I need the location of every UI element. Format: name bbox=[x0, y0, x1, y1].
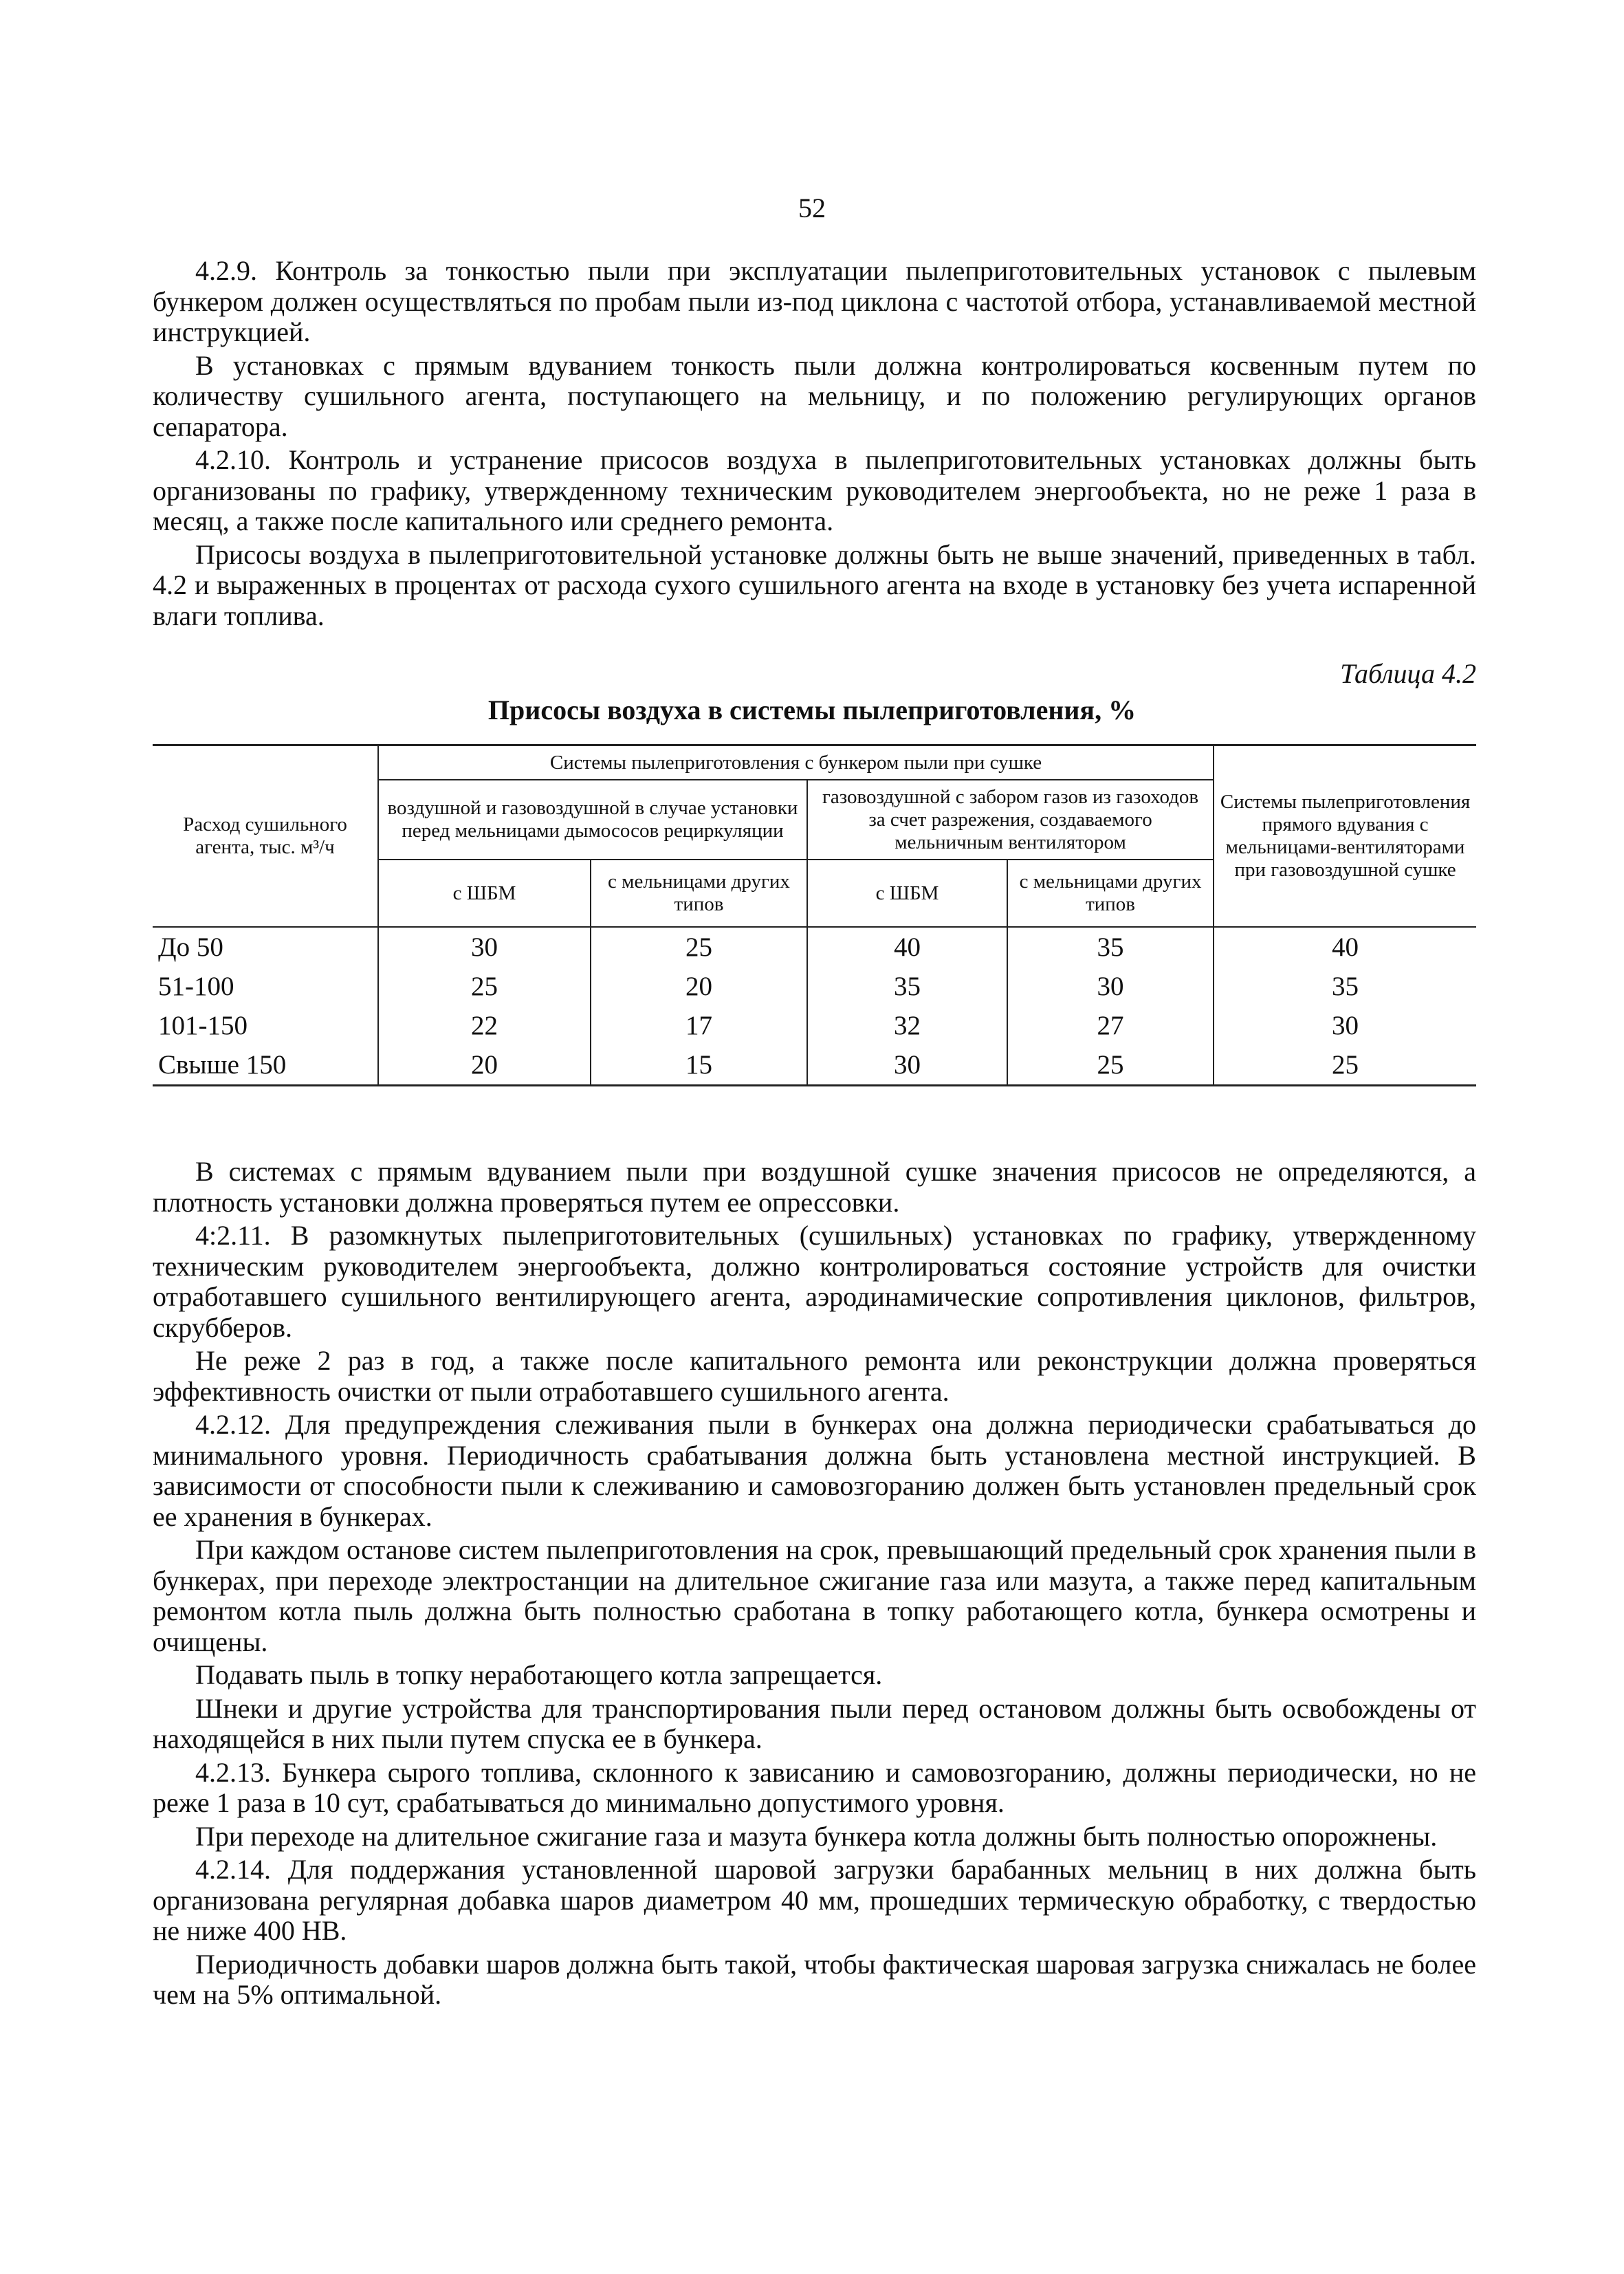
paragraph: В установках с прямым вдуванием тонкость пыли должна контролироваться косвенным путем по количеству сушильного агента, поступающего на мельницу, и по положению регулирующих органов сепаратора. bbox=[153, 349, 1476, 442]
cell-value: 30 bbox=[1007, 967, 1214, 1006]
cell-value: 17 bbox=[591, 1006, 807, 1045]
cell-value: 30 bbox=[1214, 1006, 1476, 1045]
cell-value: 25 bbox=[1214, 1045, 1476, 1086]
paragraph: 4.2.13. Бункера сырого топлива, склонного к зависанию и самовозгоранию, должны периодически, но не реже 1 раза в 10 сут, срабатываться до минимально допустимого уровня. bbox=[153, 1756, 1476, 1818]
cell-value: 15 bbox=[591, 1045, 807, 1086]
cell-value: 40 bbox=[807, 927, 1007, 967]
cell-value: 25 bbox=[591, 927, 807, 967]
header-air-drying: воздушной и газовоздушной в случае установки перед мельницами дымососов рециркуляции bbox=[378, 780, 807, 860]
paragraph: При переходе на длительное сжигание газа и мазута бункера котла должны быть полностью опорожнены. bbox=[195, 1820, 1438, 1852]
paragraph: При каждом останове систем пылеприготовления на срок, превышающий предельный срок хранения пыли в бункерах, при переходе электростанции на длительное сжигание газа или мазута, а также перед капитальным ремонтом котла пыль должна быть полностью сработана в топку работающего котла, бункера осмотрены и очищены. bbox=[153, 1534, 1476, 1657]
paragraph: Присосы воздуха в пылеприготовительной установке должны быть не выше значений, приведенных в табл. 4.2 и выраженных в процентах от расхода сухого сушильного агента на входе в установку без учета испаренной влаги топлива. bbox=[153, 538, 1476, 631]
text-block-bottom bbox=[153, 1157, 1476, 2013]
table-row bbox=[153, 1045, 1476, 1086]
paragraph: 4.2.9. Контроль за тонкостью пыли при эксплуатации пылеприготовительных установок с пылевым бункером должен осуществляться по пробам пыли из-под циклона с частотой отбора, устанавливаемой местной инструкцией. bbox=[153, 255, 1476, 347]
row-label: 51-100 bbox=[153, 967, 378, 1006]
page-number: 52 bbox=[798, 193, 826, 223]
paragraph: 4.2.10. Контроль и устранение присосов воздуха в пылеприготовительных установках должны быть организованы по графику, утвержденному техническим руководителем энергообъекта, но не реже 1 раза в месяц, а также после капитального или среднего ремонта. bbox=[153, 444, 1476, 536]
row-label: До 50 bbox=[153, 927, 378, 967]
table-row bbox=[153, 927, 1476, 967]
row-label: Свыше 150 bbox=[153, 1045, 378, 1086]
cell-value: 35 bbox=[1007, 927, 1214, 967]
paragraph: 4:2.11. В разомкнутых пылеприготовительных (сушильных) установках по графику, утвержденному техническим руководителем энергообъекта, должно контролироваться состояние устройств для очистки отработавшего сушильного вентилирующего агента, аэродинамические сопротивления циклонов, фильтров, скрубберов. bbox=[153, 1220, 1476, 1343]
cell-value: 40 bbox=[1214, 927, 1476, 967]
table-row bbox=[153, 1006, 1476, 1045]
cell-value: 25 bbox=[1007, 1045, 1214, 1086]
cell-value: 35 bbox=[807, 967, 1007, 1006]
header-flow-rate: Расход сушильного агента, тыс. м³/ч bbox=[153, 745, 378, 928]
table-number: Таблица 4.2 bbox=[1340, 658, 1476, 689]
table-title: Присосы воздуха в системы пылеприготовления, % bbox=[487, 695, 1137, 725]
header-shbm: с ШБМ bbox=[378, 860, 591, 927]
paragraph: 4.2.14. Для поддержания установленной шаровой загрузки барабанных мельниц в них должна быть организована регулярная добавка шаров диаметром 40 мм, прошедших термическую обработку, с твердостью не ниже 400 НВ. bbox=[153, 1854, 1476, 1946]
header-gas-drying: газовоздушной с забором газов из газоходов за счет разрежения, создаваемого мельничным вентилятором bbox=[807, 780, 1214, 860]
paragraph: Периодичность добавки шаров должна быть такой, чтобы фактическая шаровая загрузка снижалась не более чем на 5% оптимальной. bbox=[153, 1948, 1476, 2010]
text-block-top bbox=[153, 256, 1476, 634]
paragraph: Не реже 2 раз в год, а также после капитального ремонта или реконструкции должна проверяться эффективность очистки от пыли отработавшего сушильного агента. bbox=[153, 1345, 1476, 1407]
header-other-mills: с мельницами других типов bbox=[591, 860, 807, 927]
paragraph: Подавать пыль в топку неработающего котла запрещается. bbox=[195, 1659, 883, 1690]
header-direct-injection: Системы пылеприготовления прямого вдувания с мельницами-вентиляторами при газовоздушной сушке bbox=[1214, 745, 1476, 928]
cell-value: 27 bbox=[1007, 1006, 1214, 1045]
header-other-mills: с мельницами других типов bbox=[1007, 860, 1214, 927]
paragraph: 4.2.12. Для предупреждения слеживания пыли в бункерах она должна периодически срабатываться до минимального уровня. Периодичность срабатывания должна быть установлена местной инструкцией. В зависимости от способности пыли к слеживанию и самовозгоранию должен быть установлен предельный срок ее хранения в бункерах. bbox=[153, 1409, 1476, 1532]
paragraph: В системах с прямым вдуванием пыли при воздушной сушке значения присосов не определяются, а плотность установки должна проверяться путем ее опрессовки. bbox=[153, 1156, 1476, 1218]
paragraph: Шнеки и другие устройства для транспортирования пыли перед остановом должны быть освобождены от находящейся в них пыли путем спуска ее в бункера. bbox=[153, 1692, 1476, 1754]
header-bunker-systems: Системы пылеприготовления с бункером пыли при сушке bbox=[378, 745, 1214, 780]
cell-value: 35 bbox=[1214, 967, 1476, 1006]
row-label: 101-150 bbox=[153, 1006, 378, 1045]
air-leakage-table bbox=[153, 744, 1476, 1086]
cell-value: 30 bbox=[378, 927, 591, 967]
header-shbm: с ШБМ bbox=[807, 860, 1007, 927]
cell-value: 32 bbox=[807, 1006, 1007, 1045]
cell-value: 25 bbox=[378, 967, 591, 1006]
table-row bbox=[153, 967, 1476, 1006]
cell-value: 20 bbox=[591, 967, 807, 1006]
cell-value: 30 bbox=[807, 1045, 1007, 1086]
cell-value: 22 bbox=[378, 1006, 591, 1045]
cell-value: 20 bbox=[378, 1045, 591, 1086]
